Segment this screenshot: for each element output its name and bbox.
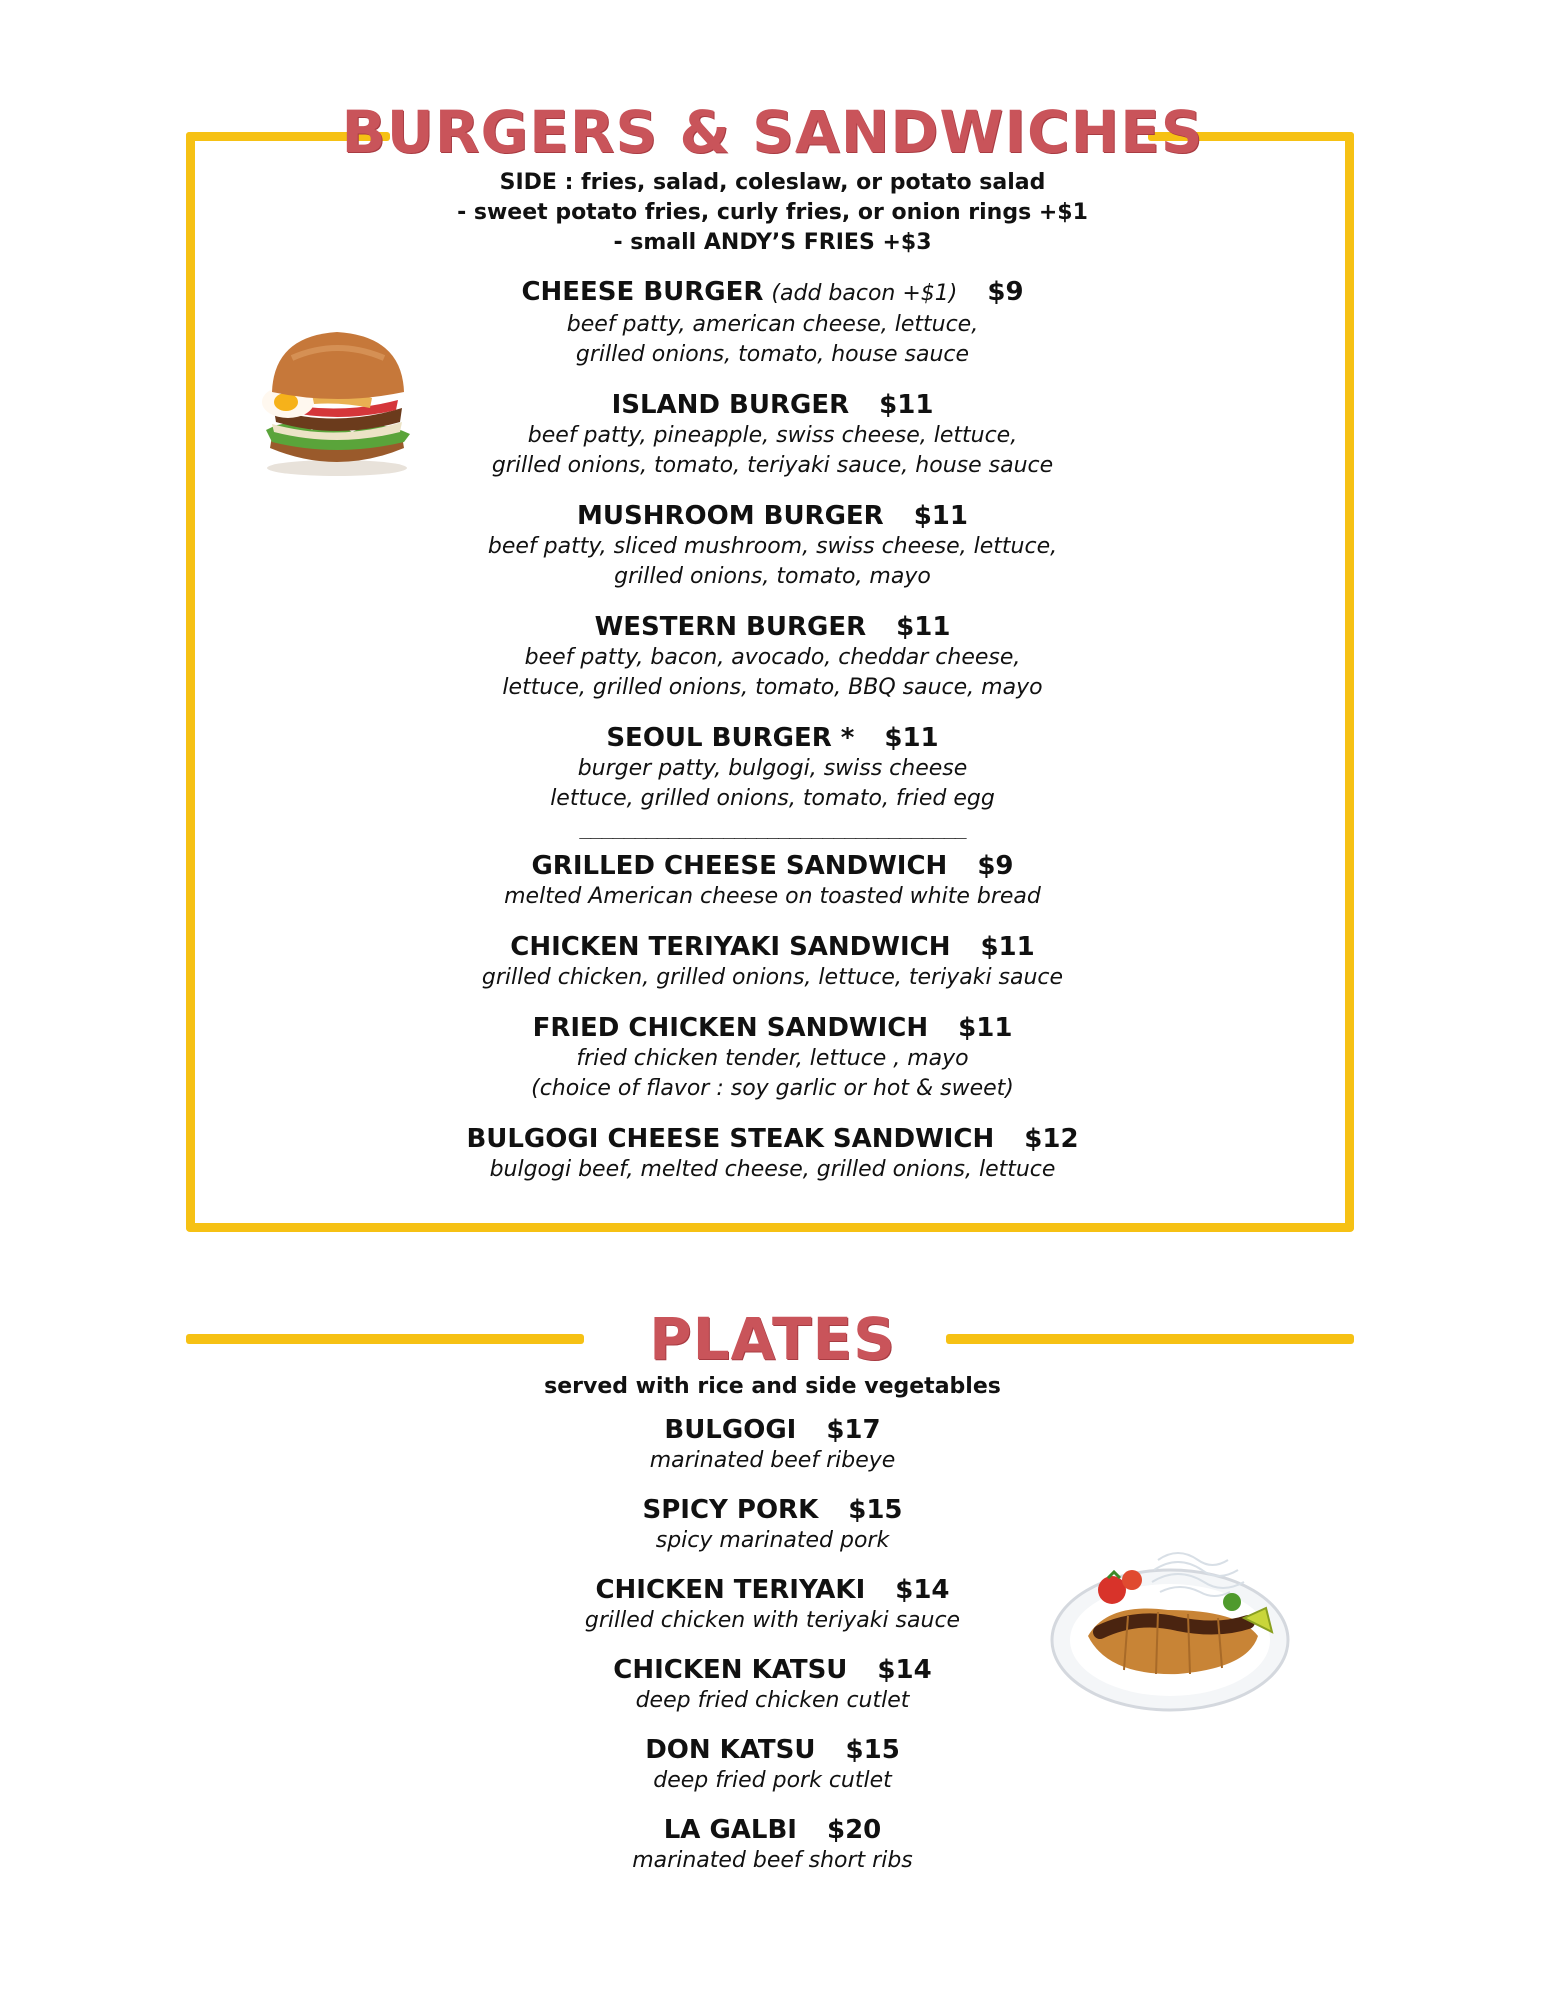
menu-item-description: burger patty, bulgogi, swiss cheese [577, 756, 968, 781]
menu-item [0, 1414, 1545, 1476]
sides-line: - sweet potato fries, curly fries, or onion rings +$1 [457, 200, 1088, 225]
menu-item-price: $11 [879, 390, 934, 420]
menu-item-price: $15 [848, 1495, 903, 1525]
menu-item-heading [0, 1012, 1545, 1044]
menu-item [0, 500, 1545, 592]
menu-item-heading [0, 276, 1545, 310]
menu-item-description: grilled chicken with teriyaki sauce [584, 1608, 961, 1633]
menu-item [0, 1814, 1545, 1876]
menu-item-description: beef patty, sliced mushroom, swiss cheese, lettuce, [487, 534, 1058, 559]
menu-item [0, 276, 1545, 370]
menu-item-name: WESTERN BURGER [594, 612, 867, 642]
menu-item-description: grilled onions, tomato, teriyaki sauce, house sauce [491, 453, 1054, 478]
plates-title: PLATES [649, 1305, 896, 1373]
menu-item [0, 1654, 1545, 1716]
menu-item-heading [0, 500, 1545, 532]
menu-item-name: MUSHROOM BURGER [577, 501, 884, 531]
menu-item-description: marinated beef ribeye [649, 1448, 896, 1473]
menu-item-price: $15 [845, 1735, 900, 1765]
menu-item-name: ISLAND BURGER [611, 390, 850, 420]
menu-item [0, 1123, 1545, 1185]
burgers-title: BURGERS & SANDWICHES [341, 98, 1204, 166]
menu-item-description: melted American cheese on toasted white bread [504, 884, 1041, 909]
menu-item-heading [0, 1494, 1545, 1526]
menu-item-description: (choice of flavor : soy garlic or hot & sweet) [531, 1076, 1014, 1101]
menu-item-name: BULGOGI CHEESE STEAK SANDWICH [466, 1124, 995, 1154]
menu-item [0, 1012, 1545, 1104]
menu-item-description: beef patty, american cheese, lettuce, [566, 312, 979, 337]
katsu-plate-illustration [1048, 1540, 1292, 1716]
menu-item-description: beef patty, bacon, avocado, cheddar cheese, [524, 645, 1021, 670]
menu-item-price: $11 [980, 932, 1035, 962]
menu-item-heading [0, 1654, 1545, 1686]
menu-item-price: $9 [977, 851, 1014, 881]
menu-item-price: $11 [913, 501, 968, 531]
menu-item [0, 611, 1545, 703]
menu-item-description: fried chicken tender, lettuce , mayo [576, 1046, 969, 1071]
menu-item [0, 1574, 1545, 1636]
menu-item-name: FRIED CHICKEN SANDWICH [532, 1013, 929, 1043]
menu-item-price: $11 [896, 612, 951, 642]
menu-item-price: $14 [895, 1575, 950, 1605]
menu-item-name: CHICKEN TERIYAKI SANDWICH [510, 932, 951, 962]
menu-item-heading [0, 931, 1545, 963]
menu-item-note: (add bacon +$1) [771, 281, 958, 306]
menu-item-name: SPICY PORK [642, 1495, 819, 1525]
menu-item-heading [0, 1414, 1545, 1446]
menu-item-name: LA GALBI [663, 1815, 797, 1845]
menu-item-price: $14 [877, 1655, 932, 1685]
menu-item [0, 1734, 1545, 1796]
menu-item-description: lettuce, grilled onions, tomato, BBQ sauce, mayo [502, 675, 1043, 700]
burgers-menu [0, 276, 1545, 1204]
burger-illustration [252, 318, 422, 480]
menu-item-heading [0, 1734, 1545, 1766]
plates-subtitle: served with rice and side vegetables [544, 1374, 1001, 1399]
menu-item-description: deep fried pork cutlet [653, 1768, 892, 1793]
menu-item-heading [0, 389, 1545, 421]
menu-item-description: beef patty, pineapple, swiss cheese, lettuce, [527, 423, 1018, 448]
menu-item-price: $9 [987, 277, 1024, 307]
menu-item-heading [0, 1123, 1545, 1155]
menu-item-heading [0, 1814, 1545, 1846]
section-divider: ___________________________________ [579, 815, 966, 839]
menu-item-price: $11 [958, 1013, 1013, 1043]
menu-item-name: SEOUL BURGER * [606, 723, 855, 753]
menu-item-heading [0, 850, 1545, 882]
menu-item-heading [0, 1574, 1545, 1606]
menu-item-description: deep fried chicken cutlet [635, 1688, 910, 1713]
menu-item-description: grilled chicken, grilled onions, lettuce, teriyaki sauce [481, 965, 1064, 990]
menu-item-name: DON KATSU [645, 1735, 816, 1765]
menu-item-description: spicy marinated pork [655, 1528, 890, 1553]
menu-item [0, 722, 1545, 814]
menu-item-name: CHEESE BURGER [521, 277, 764, 307]
menu-item-description: bulgogi beef, melted cheese, grilled onions, lettuce [489, 1157, 1056, 1182]
menu-item [0, 389, 1545, 481]
menu-item-heading [0, 611, 1545, 643]
menu-item-price: $12 [1024, 1124, 1079, 1154]
menu-item [0, 931, 1545, 993]
plates-menu [0, 1414, 1545, 1894]
menu-item-description: marinated beef short ribs [632, 1848, 913, 1873]
menu-item [0, 1494, 1545, 1556]
sides-line: SIDE : fries, salad, coleslaw, or potato salad [499, 170, 1046, 195]
menu-item-price: $20 [826, 1815, 882, 1845]
menu-item-name: CHICKEN KATSU [613, 1655, 848, 1685]
menu-item [0, 850, 1545, 912]
menu-item-name: GRILLED CHEESE SANDWICH [531, 851, 948, 881]
menu-item-description: grilled onions, tomato, mayo [614, 564, 931, 589]
menu-item-price: $17 [826, 1415, 881, 1445]
menu-item-description: grilled onions, tomato, house sauce [575, 342, 970, 367]
menu-item-description: lettuce, grilled onions, tomato, fried egg [550, 786, 995, 811]
menu-item-price: $11 [884, 723, 939, 753]
sides-line: - small ANDY’S FRIES +$3 [613, 230, 932, 255]
sides-note [0, 168, 1545, 258]
menu-item-name: CHICKEN TERIYAKI [595, 1575, 866, 1605]
menu-item-heading [0, 722, 1545, 754]
menu-item-name: BULGOGI [664, 1415, 797, 1445]
